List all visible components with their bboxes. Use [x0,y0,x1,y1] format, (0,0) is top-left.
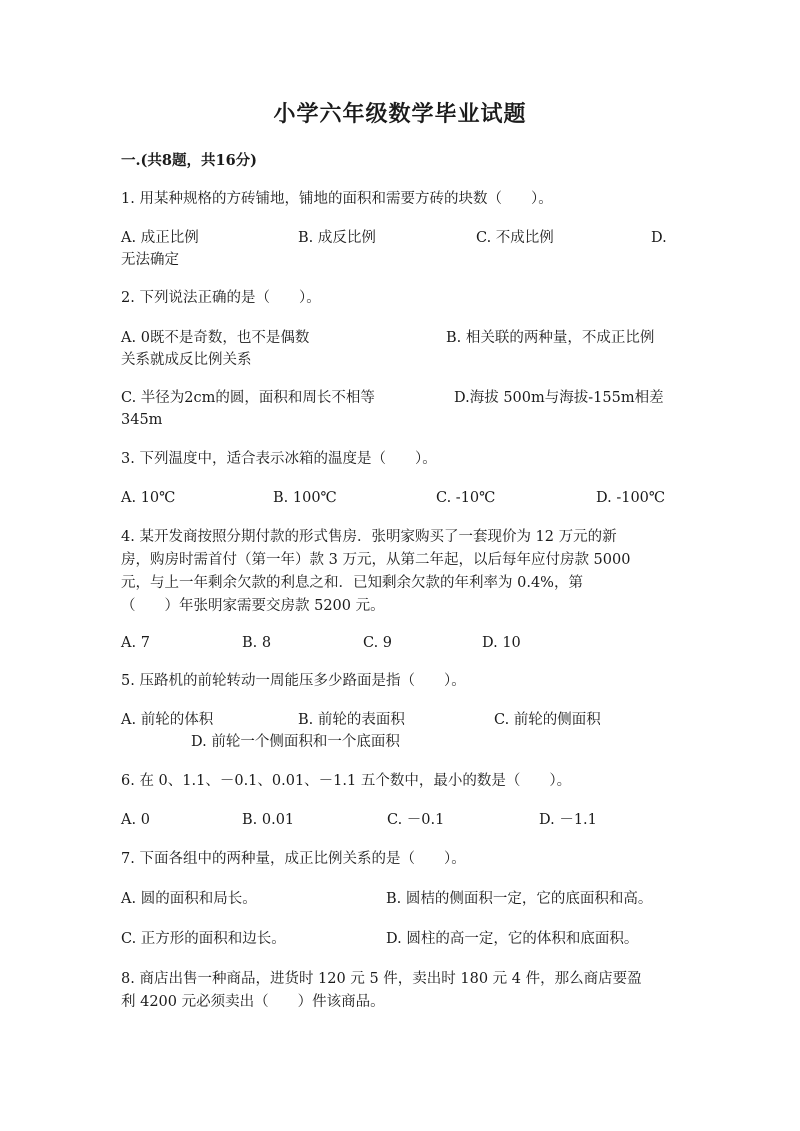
question-4-line-3: 元，与上一年剩余欠款的利息之和．已知剩余欠款的年利率为 0.4%，第 [121,575,583,591]
question-3-option-d: D. -100℃ [596,490,666,506]
question-6-option-a: A. 0 [121,812,150,828]
question-5-stem: 5. 压路机的前轮转动一周能压多少路面是指（ ）。 [121,673,466,689]
question-2-option-a: A. 0既不是奇数，也不是偶数 [121,330,310,346]
question-1-option-a: A. 成正比例 [121,230,199,246]
question-5-option-d: D. 前轮一个侧面积和一个底面积 [191,734,400,750]
question-2-option-b-continued: 关系就成反比例关系 [121,352,252,368]
question-7-option-d: D. 圆柱的高一定，它的体积和底面积。 [386,931,639,947]
question-4-option-c: C. 9 [363,635,393,651]
question-2-stem: 2. 下列说法正确的是（ ）。 [121,290,321,306]
question-5-option-a: A. 前轮的体积 [121,712,214,728]
question-6-option-c: C. －0.1 [387,812,445,828]
question-3-option-a: A. 10℃ [121,490,176,506]
question-3-option-b: B. 100℃ [273,490,337,506]
question-1-stem: 1. 用某种规格的方砖铺地，铺地的面积和需要方砖的块数（ ）。 [121,191,553,207]
question-1-option-c: C. 不成比例 [476,230,554,246]
question-4-option-a: A. 7 [121,635,150,651]
question-1-option-d-continued: 无法确定 [121,252,179,268]
question-7-stem: 7. 下面各组中的两种量，成正比例关系的是（ ）。 [121,851,466,867]
question-4-line-4: （ ）年张明家需要交房款 5200 元。 [121,598,385,614]
question-5-option-c: C. 前轮的侧面积 [494,712,601,728]
question-1-option-d: D. [651,230,667,246]
question-7-option-b: B. 圆桔的侧面积一定，它的底面积和高。 [386,891,653,907]
section-heading: 一.(共8题，共16分) [121,152,258,169]
question-2-option-c: C. 半径为2cm的圆，面积和周长不相等 [121,390,375,406]
question-6-option-d: D. －1.1 [539,812,597,828]
question-8-line-2: 利 4200 元必须卖出（ ）件该商品。 [121,994,385,1010]
question-2-option-d: D.海拔 500m与海拔-155m相差 [454,390,664,406]
question-8-line-1: 8. 商店出售一种商品，进货时 120 元 5 件，卖出时 180 元 4 件，那么商店要盈 [121,971,642,987]
question-4-option-d: D. 10 [482,635,521,651]
question-7-option-c: C. 正方形的面积和边长。 [121,931,286,947]
question-4-line-1: 4. 某开发商按照分期付款的形式售房．张明家购买了一套现价为 12 万元的新 [121,529,617,545]
question-3-option-c: C. -10℃ [436,490,496,506]
question-2-option-d-continued: 345m [121,412,163,428]
question-6-stem: 6. 在 0、1.1、－0.1、0.01、－1.1 五个数中，最小的数是（ ）。 [121,773,572,789]
question-4-option-b: B. 8 [242,635,272,651]
page-title: 小学六年级数学毕业试题 [273,101,527,127]
question-1-option-b: B. 成反比例 [298,230,376,246]
question-4-line-2: 房，购房时需首付（第一年）款 3 万元，从第二年起，以后每年应付房款 5000 [121,552,631,568]
question-3-stem: 3. 下列温度中，适合表示冰箱的温度是（ ）。 [121,451,437,467]
question-7-option-a: A. 圆的面积和局长。 [121,891,257,907]
question-2-option-b: B. 相关联的两种量，不成正比例 [446,330,655,346]
question-5-option-b: B. 前轮的表面积 [298,712,405,728]
question-6-option-b: B. 0.01 [242,812,295,828]
